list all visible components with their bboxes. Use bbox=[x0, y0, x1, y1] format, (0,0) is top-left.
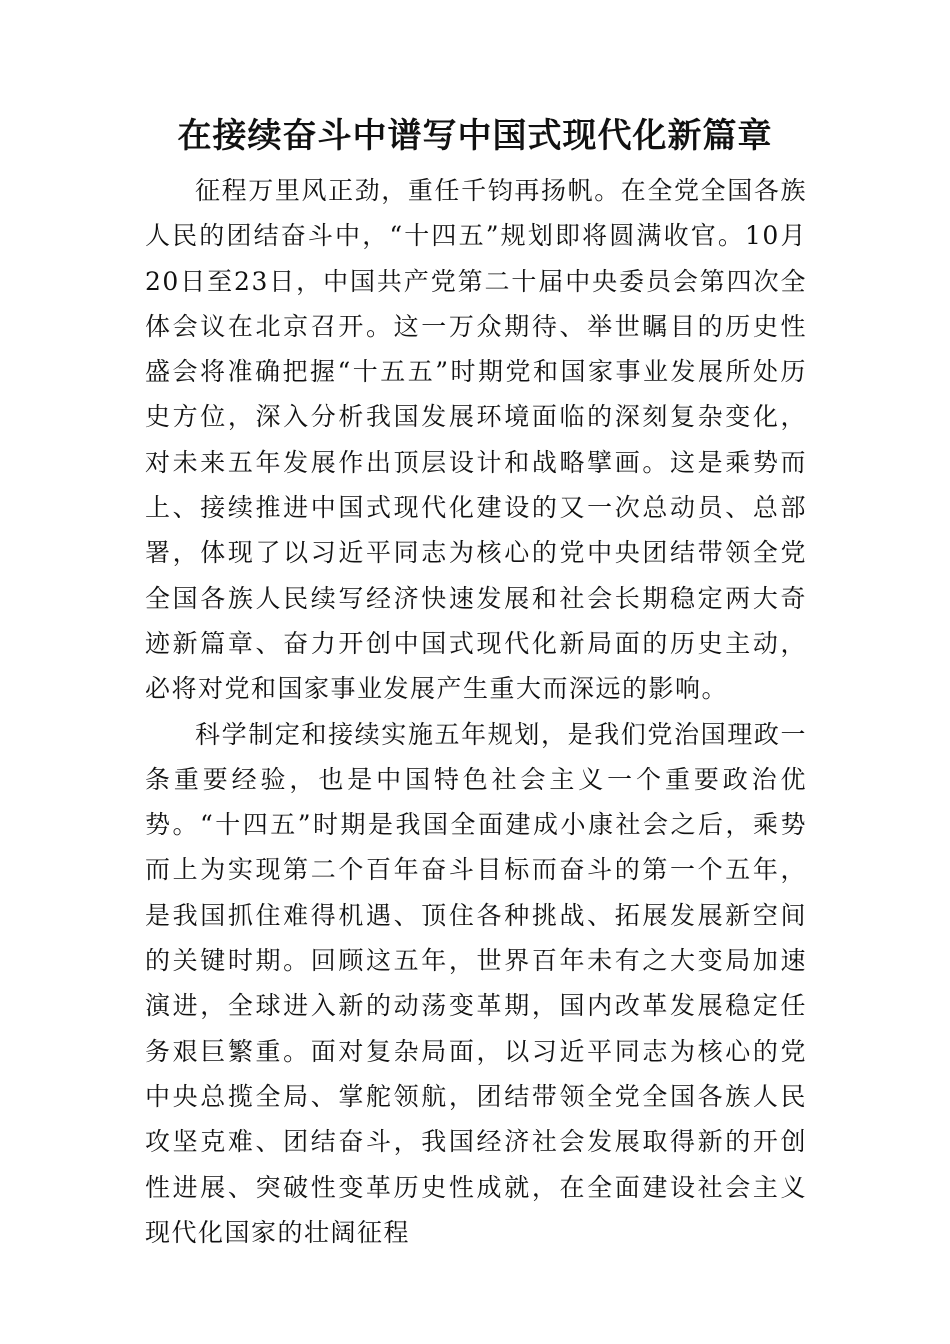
paragraph-2: 科学制定和接续实施五年规划，是我们党治国理政一条重要经验，也是中国特色社会主义一个重要政治优势。“十四五”时期是我国全面建成小康社会之后，乘势而上为实现第二个百年奋斗目标而奋斗的第一个五年，是我国抓住难得机遇、顶住各种挑战、拓展发展新空间的关键时期。回顾这五年，世界百年未有之大变局加速演进，全球进入新的动荡变革期，国内改革发展稳定任务艰巨繁重。面对复杂局面，以习近平同志为核心的党中央总揽全局、掌舵领航，团结带领全党全国各族人民攻坚克难、团结奋斗，我国经济社会发展取得新的开创性进展、突破性变革历史性成就，在全面建设社会主义现代化国家的壮阔征程 bbox=[145, 719, 807, 1247]
document-title: 在接续奋斗中谱写中国式现代化新篇章 bbox=[177, 116, 773, 156]
document-body bbox=[145, 168, 807, 1255]
paragraph-1: 征程万里风正劲，重任千钧再扬帆。在全党全国各族人民的团结奋斗中，“十四五”规划即将圆满收官。10月20日至23日，中国共产党第二十届中央委员会第四次全体会议在北京召开。这一万众期待、举世瞩目的历史性盛会将准确把握“十五五”时期党和国家事业发展所处历史方位，深入分析我国发展环境面临的深刻复杂变化，对未来五年发展作出顶层设计和战略擘画。这是乘势而上、接续推进中国式现代化建设的又一次总动员、总部署，体现了以习近平同志为核心的党中央团结带领全党全国各族人民续写经济快速发展和社会长期稳定两大奇迹新篇章、奋力开创中国式现代化新局面的历史主动，必将对党和国家事业发展产生重大而深远的影响。 bbox=[145, 176, 807, 704]
